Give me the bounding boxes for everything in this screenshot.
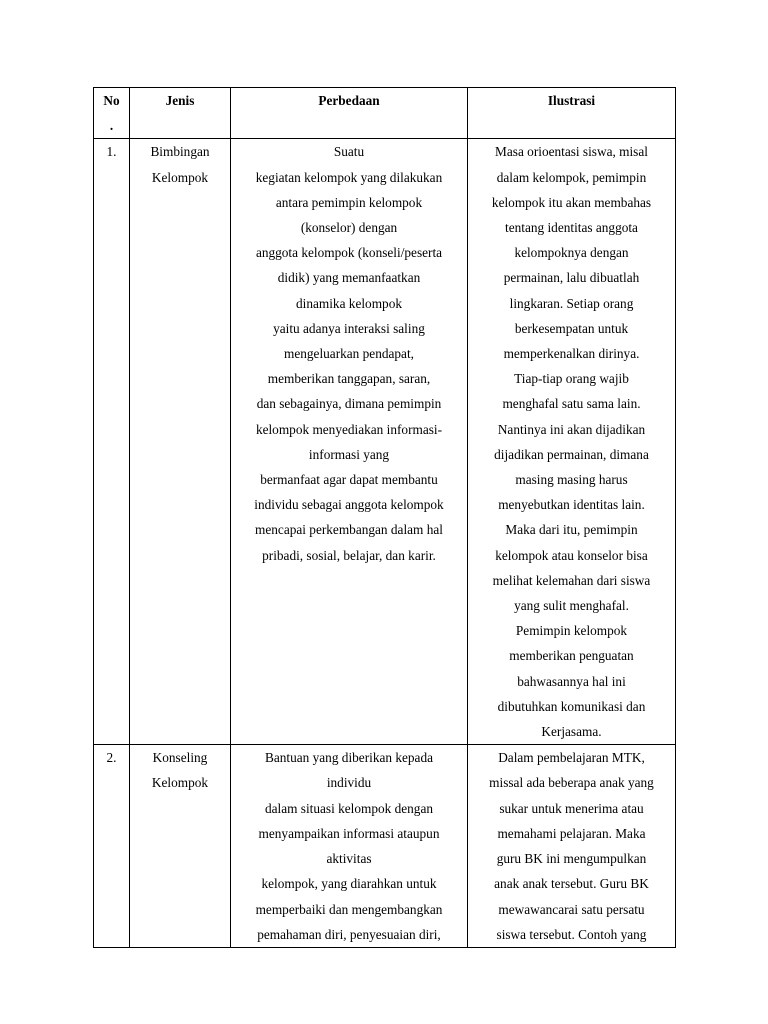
header-no-line: . (109, 118, 114, 134)
ilustrasi-line: kelompok atau konselor bisa (495, 547, 648, 563)
ilustrasi-line: menyebutkan identitas lain. (498, 497, 645, 513)
perbedaan-line: dalam situasi kelompok dengan (264, 800, 434, 816)
perbedaan-line: bermanfaat agar dapat membantu (260, 472, 438, 488)
ilustrasi-line: Pemimpin kelompok (515, 623, 628, 639)
table-row (94, 139, 676, 745)
cell-perbedaan (231, 139, 468, 745)
header-ilustrasi: Ilustrasi (468, 88, 676, 139)
ilustrasi-line: Dalam pembelajaran MTK, (498, 750, 645, 766)
perbedaan-line: Suatu (333, 144, 365, 160)
ilustrasi-line: siswa tersebut. Contoh yang (496, 926, 647, 942)
ilustrasi-line: melihat kelemahan dari siswa (492, 572, 651, 588)
perbedaan-line: memberikan tanggapan, saran, (267, 371, 431, 387)
table-row (94, 745, 676, 948)
ilustrasi-line: lingkaran. Setiap orang (509, 295, 634, 311)
ilustrasi-line: Nantinya ini akan dijadikan (497, 421, 646, 437)
ilustrasi-line: sukar untuk menerima atau (499, 800, 644, 816)
perbedaan-line: kelompok menyediakan informasi- (255, 421, 443, 437)
ilustrasi-line: Masa orioentasi siswa, misal (495, 144, 648, 160)
perbedaan-line: aktivitas (326, 851, 372, 867)
jenis-line: Bimbingan (150, 144, 210, 160)
ilustrasi-line: kelompoknya dengan (514, 245, 629, 261)
perbedaan-line: didik) yang memanfaatkan (277, 270, 421, 286)
perbedaan-line: (konselor) dengan (300, 220, 398, 236)
perbedaan-line: mengeluarkan pendapat, (284, 346, 414, 362)
ilustrasi-line: kelompok itu akan membahas (491, 194, 652, 210)
ilustrasi-line: missal ada beberapa anak yang (489, 775, 654, 791)
ilustrasi-line: Tiap-tiap orang wajib (514, 371, 629, 387)
perbedaan-line: yaitu adanya interaksi saling (273, 320, 425, 336)
perbedaan-line: antara pemimpin kelompok (275, 194, 423, 210)
perbedaan-line: memperbaiki dan mengembangkan (255, 901, 443, 917)
ilustrasi-line: Kerjasama. (541, 724, 602, 740)
perbedaan-line: anggota kelompok (konseli/peserta (255, 245, 443, 261)
comparison-table (93, 87, 676, 948)
perbedaan-line: individu sebagai anggota kelompok (254, 497, 444, 513)
perbedaan-line: Bantuan yang diberikan kepada (265, 750, 433, 766)
ilustrasi-line: dijadikan permainan, dimana (494, 446, 649, 462)
cell-jenis (130, 745, 231, 948)
ilustrasi-line: yang sulit menghafal. (514, 598, 629, 614)
ilustrasi-line: memahami pelajaran. Maka (497, 825, 646, 841)
jenis-line: Konseling (152, 750, 208, 766)
header-no (94, 88, 130, 139)
cell-ilustrasi (468, 745, 676, 948)
cell-perbedaan (231, 745, 468, 948)
perbedaan-line: informasi yang (308, 446, 390, 462)
ilustrasi-line: dalam kelompok, pemimpin (496, 169, 647, 185)
perbedaan-line: dan sebagainya, dimana pemimpin (256, 396, 442, 412)
perbedaan-line: kegiatan kelompok yang dilakukan (255, 169, 443, 185)
perbedaan-line: mencapai perkembangan dalam hal (255, 522, 443, 538)
ilustrasi-line: permainan, lalu dibuatlah (503, 270, 640, 286)
cell-ilustrasi (468, 139, 676, 745)
ilustrasi-line: bahwasannya hal ini (517, 673, 626, 689)
perbedaan-line: dinamika kelompok (296, 295, 402, 311)
cell-jenis (130, 139, 231, 745)
ilustrasi-line: memberikan penguatan (509, 648, 634, 664)
ilustrasi-line: tentang identitas anggota (505, 220, 638, 236)
ilustrasi-line: dibutuhkan komunikasi dan (497, 698, 646, 714)
perbedaan-line: pribadi, sosial, belajar, dan karir. (262, 547, 436, 563)
header-perbedaan: Perbedaan (231, 88, 468, 139)
ilustrasi-line: guru BK ini mengumpulkan (496, 851, 647, 867)
ilustrasi-line: masing masing harus (515, 472, 628, 488)
ilustrasi-line: memperkenalkan dirinya. (503, 346, 640, 362)
perbedaan-line: kelompok, yang diarahkan untuk (261, 876, 437, 892)
ilustrasi-line: menghafal satu sama lain. (502, 396, 641, 412)
cell-no: 2. (94, 745, 130, 948)
ilustrasi-line: mewawancarai satu persatu (498, 901, 645, 917)
ilustrasi-line: Maka dari itu, pemimpin (505, 522, 638, 538)
cell-no: 1. (94, 139, 130, 745)
perbedaan-line: pemahaman diri, penyesuaian diri, (257, 926, 441, 942)
jenis-line: Kelompok (151, 169, 209, 185)
ilustrasi-line: berkesempatan untuk (514, 320, 629, 336)
perbedaan-line: individu (326, 775, 372, 791)
perbedaan-line: menyampaikan informasi ataupun (258, 825, 440, 841)
jenis-line: Kelompok (151, 775, 209, 791)
ilustrasi-line: anak anak tersebut. Guru BK (494, 876, 649, 892)
table-header-row (94, 88, 676, 139)
header-jenis: Jenis (130, 88, 231, 139)
header-no-line: No (103, 93, 120, 108)
